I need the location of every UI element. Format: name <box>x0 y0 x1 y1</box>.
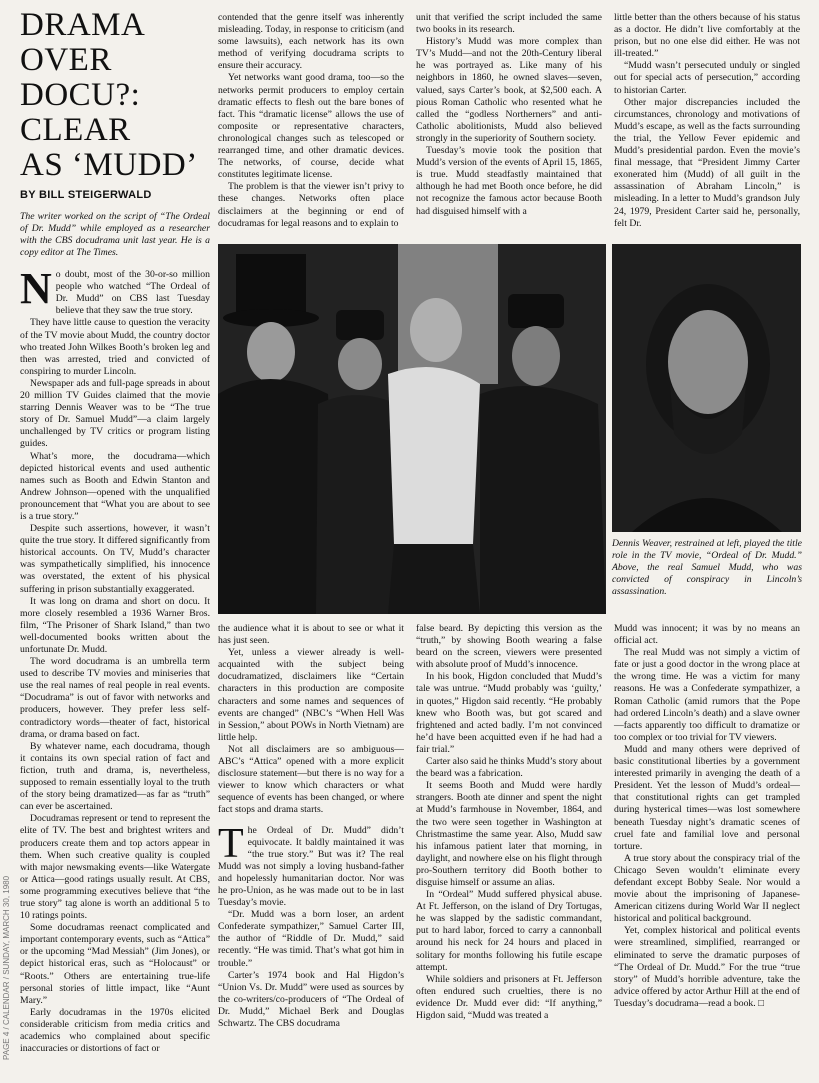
paragraph: the audience what it is about to see or what it has just seen. <box>218 623 404 647</box>
paragraph: The problem is that the viewer isn’t privy to these changes. Networks often place disclaimers at the beginning or end of docudramas for legal reasons and to explain to <box>218 181 404 229</box>
headline-line-3: AS ‘MUDD’ <box>20 147 198 183</box>
paragraph: Yet, complex historical and political events were streamlined, simplified, rearranged or eliminated to serve the dramatic purposes of “The Ordeal of Dr. Mudd.” For the true “true story” of Mudd’s horrible adventure, take the advice offered by actor Arthur Hill at the end of Tuesday’s docudrama—read a book. □ <box>614 925 800 1009</box>
paragraph: History’s Mudd was more complex than TV’s Mudd—and not the 20th-Century liberal he was portrayed as. Like many of his neighbors in 1860, he owned slaves—seven, valued, says Carter’s book, at $2,500 each. A pious Roman Catholic who resented what he called the “godless Northerners” and anti-Catholic abolitionists, Mudd also believed strongly in the superiority of Southern society. <box>416 36 602 144</box>
column-4-bottom <box>614 623 800 1010</box>
paragraph: What’s more, the docudrama—which depicted historical events and used authentic names such as Booth and Edwin Stanton and Andrew Johnson—opened with the unqualified pronouncement that “What you are about to see is a true story.” <box>20 450 210 522</box>
paragraph: The word docudrama is an umbrella term used to describe TV movies and miniseries that use the real names of real people in real events. “Docudrama” is out of favor with networks and producers, however. They prefer less self-contradictory words—theater of fact, historical drama, or drama based on fact. <box>20 656 210 740</box>
paragraph: In “Ordeal” Mudd suffered physical abuse. At Ft. Jefferson, on the island of Dry Tortugas, he was slapped by the sadistic commandant, put to hard labor, forced to carry a cannonball around his neck for 24 hours and placed in solitary for months following his futile escape attempt. <box>416 889 602 973</box>
paragraph: In his book, Higdon concluded that Mudd’s tale was untrue. “Mudd probably was ‘guilty,’ in quotes,” Higdon said recently. “He probably knew who Booth was, but got scared and frightened and acted badly. I’m not convinced he’d have been acquitted even if he had had a fair trial.” <box>416 671 602 755</box>
photo-figures <box>218 244 606 614</box>
page-margin-print: PAGE 4 / CALENDAR / SUNDAY, MARCH 30, 1980 <box>2 875 11 1060</box>
headline-line-1: DRAMA OVER <box>20 7 146 78</box>
photo-caption: Dennis Weaver, restrained at left, played the title role in the TV movie, “Ordeal of Dr. Mudd.” Above, the real Samuel Mudd, who was convicted of conspiracy in Lincoln’s assassination. <box>612 538 802 597</box>
paragraph: Some docudramas reenact complicated and important contemporary events, such as “Attica” or the upcoming “Mad Messiah” (Jim Jones), or depict historical eras, such as “Holocaust” or “Roots.” Others are entertaining true-life personal stories of little impact, like “Aunt Mary.” <box>20 922 210 1006</box>
mudd-portrait-photo <box>612 244 801 532</box>
column-3-top <box>416 12 602 218</box>
paragraph: contended that the genre itself was inherently misleading. Today, in response to criticism (and some lawsuits), each network has its own method of verifying docudrama scripts to ensure their accuracy. <box>218 12 404 72</box>
headline-line-2: DOCU?: CLEAR <box>20 77 141 148</box>
paragraph: Tuesday’s movie took the position that Mudd’s version of the events of April 15, 1865, is true. Mudd steadfastly maintained that although he had met Booth once before, he did not recognize the famous actor because Booth had disguised himself with a <box>416 145 602 217</box>
column-1 <box>20 8 210 1055</box>
paragraph: unit that verified the script included the same two books in its research. <box>416 12 602 36</box>
paragraph: The Ordeal of Dr. Mudd” didn’t equivocate. It baldly maintained it was “the true story.” But was it? The real Mudd was not simply a loving husband-father and hopelessly humanitarian doctor. Nor was he pro-Union, as he was made out to be in last Tuesday’s movie. <box>218 820 404 909</box>
paragraph: Mudd and many others were deprived of basic constitutional liberties by a government interested primarily in avenging the death of a President. Yet the lesson of Mudd’s ordeal—that constitutional rights can get trampled during hysterical times—was lost somewhere beneath Tuesday night’s dramatic scenes of cruel fate and familial love and personal torture. <box>614 743 800 852</box>
paragraph: They have little cause to question the veracity of the TV movie about Mudd, the country doctor who treated John Wilkes Booth’s broken leg and then was arrested, tried and convicted of conspiring to murder Lincoln. <box>20 317 210 377</box>
drop-cap-2: T <box>218 820 244 867</box>
paragraph: Carter also said he thinks Mudd’s story about the beard was a fabrication. <box>416 756 602 780</box>
column-2-bottom <box>218 623 404 1030</box>
paragraph: Despite such assertions, however, it wasn’t quite the true story. It differed significantly from historical accounts. On TV, Mudd’s character was sympathetically simplified, his innocence was overstated, the extent of his physical suffering in prison substantially exaggerated. <box>20 523 210 595</box>
paragraph: A true story about the conspiracy trial of the Chicago Seven wouldn’t eliminate every defendant except Bobby Seale. Nor would a movie about the imprisoning of Japanese-American citizens during World War II neglect historical and political background. <box>614 852 800 925</box>
column-3-bottom <box>416 623 602 1022</box>
byline: BY BILL STEIGERWALD <box>20 189 152 201</box>
paragraph: “Dr. Mudd was a born loser, an ardent Confederate sympathizer,” Samuel Carter III, the author of “Riddle of Dr. Mudd,” said recently. “He was timid. That’s what got him in trouble.” <box>218 909 404 969</box>
paragraph: Not all disclaimers are so ambiguous—ABC’s “Attica” opened with a more explicit disclosure statement—but there is no way for a viewer to know which characters or what sequence of events has been changed, or where fact stops and drama starts. <box>218 743 404 816</box>
paragraph: It seems Booth and Mudd were hardly strangers. Booth ate dinner and spent the night at Mudd’s farmhouse in November, 1864, and the two were seen together in Washington at Christmastime the same year. Also, Mudd saw his infamous patient later that morning, in daylight, and nowhere else on his flight through pro-Southern territory did Booth bother to disguise himself or assume an alias. <box>416 780 602 888</box>
paragraph: The real Mudd was not simply a victim of fate or just a good doctor in the wrong place at the wrong time. He was a victim for many reasons. He was a Confederate sympathizer, a Roman Catholic (amid rumors that the Pope had ordered Lincoln’s death) and a slave owner—facts apparently too difficult to dramatize or too complex or too trivial for TV viewers. <box>614 647 800 743</box>
column-2-top <box>218 12 404 230</box>
paragraph: While soldiers and prisoners at Ft. Jefferson often endured such cruelties, there is no evidence Dr. Mudd ever did: “If anything,” Higdon said, “Mudd was treated a <box>416 973 602 1021</box>
portrait-figure <box>612 244 801 532</box>
paragraph: little better than the others because of his status as a doctor. He didn’t live comfortably at the prison, but no one else did either. He was not ill-treated.” <box>614 12 800 60</box>
paragraph: false beard. By depicting this version as the “truth,” by showing Booth wearing a false beard on the screen, viewers were presented with absolute proof of Mudd’s innocence. <box>416 623 602 671</box>
editor-note: The writer worked on the script of “The Ordeal of Dr. Mudd” while employed as a researcher with the CBS docudrama unit last year. He is a copy editor at The Times. <box>20 211 210 259</box>
paragraph: Carter’s 1974 book and Hal Higdon’s “Union Vs. Dr. Mudd” were used as sources by the co-writers/co-producers of “The Ordeal of Dr. Mudd,” Michael Berk and Douglas Schwartz. The CBS docudrama <box>218 969 404 1029</box>
paragraph: Newspaper ads and full-page spreads in about 20 million TV Guides claimed that the movie starring Dennis Weaver was to be “The true story of Dr. Samuel Mudd”—a claim largely unchallenged by TV critics or program listing guides. <box>20 377 210 450</box>
headline <box>20 8 210 183</box>
tv-movie-photo <box>218 244 606 614</box>
paragraph: Early docudramas in the 1970s elicited considerable criticism from media critics and academics who complained about specific inaccuracies or distortions of fact or <box>20 1006 210 1055</box>
paragraph: Mudd was innocent; it was by no means an official act. <box>614 623 800 647</box>
paragraph: Docudramas represent or tend to represent the elite of TV. The best and brightest writers and producers create them and top actors appear in them. When such creative quality is coupled with major newsmaking events—like Watergate or Attica—good ratings usually result. At CBS, some programming executives believe that “the true story” tag alone is worth an additional 5 to 10 ratings points. <box>20 813 210 922</box>
paragraph: No doubt, most of the 30-or-so million people who watched “The Ordeal of Dr. Mudd” on CBS last Tuesday believe that they saw the true story. <box>20 264 210 317</box>
paragraph: “Mudd wasn’t persecuted unduly or singled out for special acts of persecution,” according to historian Carter. <box>614 60 800 96</box>
paragraph: Yet networks want good drama, too—so the networks permit producers to employ certain dramatic effects to flesh out the bare bones of fact. This “dramatic license” allows the use of composite or representative characters, chronological changes such as telescoped or rearranged time, and other dramatic devices. The networks, of course, decide what constitutes legitimate license. <box>218 72 404 181</box>
drop-cap: N <box>20 264 52 314</box>
column-4-top <box>614 12 800 230</box>
paragraph: By whatever name, each docudrama, though it contains its own special ration of fact and fiction, truth and drama, is, nevertheless, supposed to remain essentially loyal to the truth of the story being dramatized—as far as “truth” can ever be ascertained. <box>20 740 210 813</box>
paragraph: Other major discrepancies included the circumstances, chronology and motivations of Mudd’s escape, as well as the facts surrounding the trial, the Yellow Fever epidemic and Mudd’s presidential pardon. Even the movie’s final message, that “President Jimmy Carter exonerated him (Mudd) of all guilt in the assassination of Abraham Lincoln,” is misleading. In a letter to Mudd’s grandson July 24, 1979, President Carter said he, personally, felt Dr. <box>614 96 800 229</box>
paragraph: Yet, unless a viewer already is well-acquainted with the subject being docudramatized, disclaimers like “Certain characters in this production are composite characters and some names and sequences of events are changed” (NBC’s “When Hell Was in Session,” about POWs in North Vietnam) are little help. <box>218 647 404 743</box>
paragraph: It was long on drama and short on docu. It more closely resembled a 1936 Warner Bros. film, “The Prisoner of Shark Island,” than two well-documented books written about the unfortunate Dr. Mudd. <box>20 595 210 655</box>
